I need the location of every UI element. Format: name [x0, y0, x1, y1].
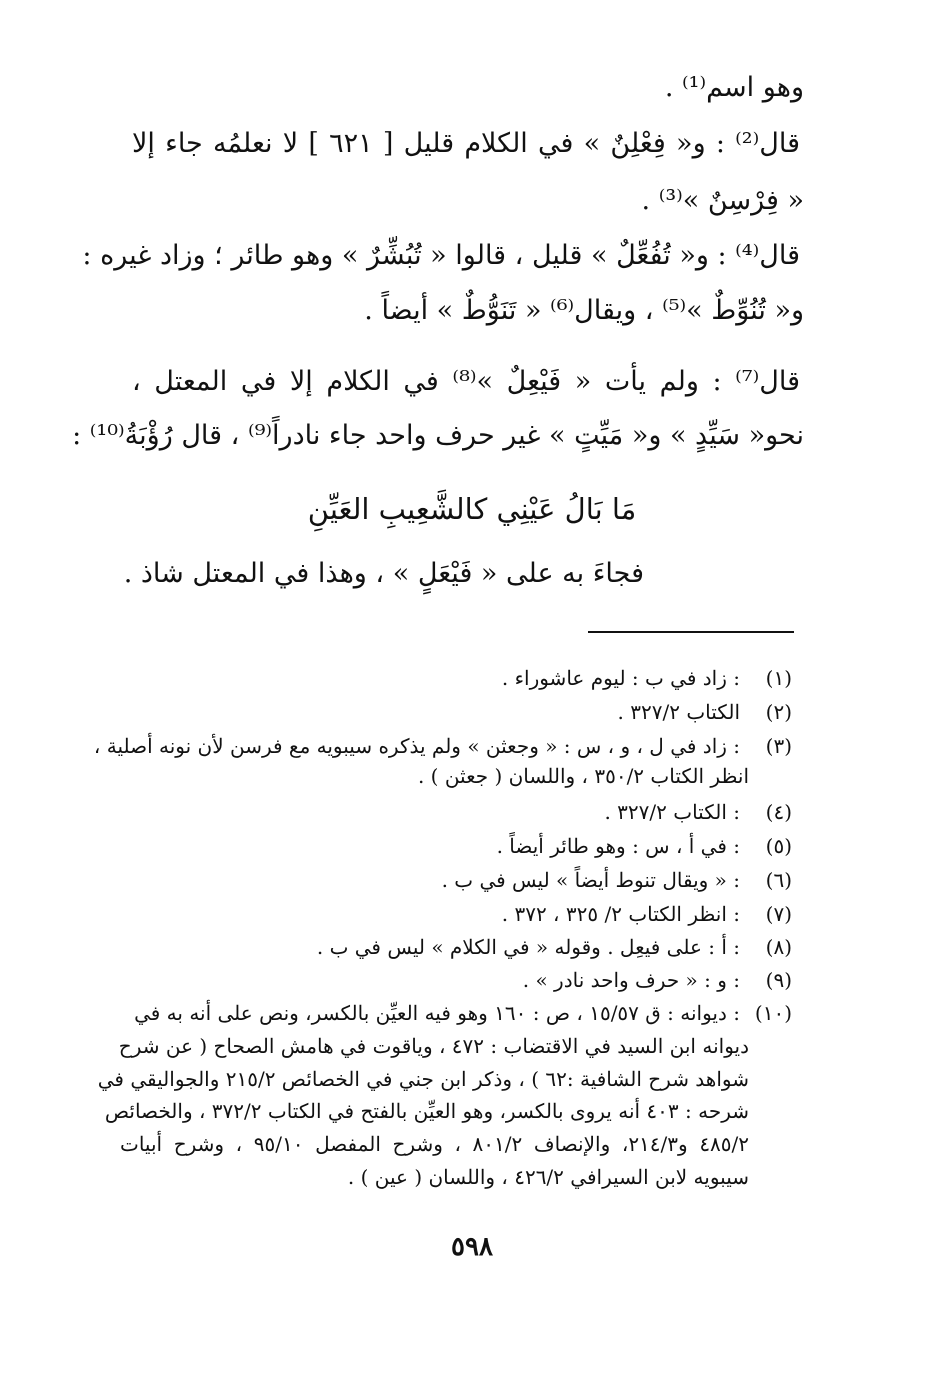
text-line-9: فجاءَ به على « فَيْعَلٍ » ، وهذا في المعتل شاذ . — [123, 558, 644, 589]
poetry-verse: مَا بَالُ عَيْنِي كالشَّعِيبِ العَيِّنِ — [307, 492, 637, 526]
footnote-10-cont-2: شواهد شرح الشافية :٦٢ ) ، وذكر ابن جني في الخصائص ٢١٥/٢ والجواليقي في — [97, 1067, 749, 1091]
text-line-7: نحو« سَيِّدٍ » و« مَيِّتٍ » غير حرف واحد جاء نادراً⁽⁹⁾ ، قال رُؤْبَةُ⁽¹⁰⁾ : — [72, 420, 804, 451]
footnote-number: (١) — [765, 666, 792, 690]
footnote-number: (٢) — [765, 700, 792, 724]
footnote-number: (٧) — [765, 902, 792, 926]
text-line-4: قال⁽⁴⁾ : و« تُفُعِّلٌ » قليل ، قالوا « تُبُشِّرٌ » وهو طائر ؛ وزاد غيره : — [82, 240, 800, 271]
footnote-10-cont-1: ديوانه ابن السيد في الاقتضاب : ٤٧٢ ، وياقوت في هامش الصحاح ( عن شرح — [118, 1034, 749, 1058]
footnote-text: الكتاب ٣٢٧/٢ . — [617, 700, 740, 724]
footnote-text: : زاد في ل ، و ، س : « وجعثن » ولم يذكره سيبويه مع فرسن لأن نونه أصلية ، — [93, 734, 740, 758]
footnote-text: : الكتاب ٣٢٧/٢ . — [604, 800, 740, 824]
footnote-3-cont: انظر الكتاب ٣٥٠/٢ ، واللسان ( جعثن ) . — [417, 764, 749, 788]
footnote-10-cont-4: ٤٨٥/٢ و٢١٤/٣، والإنصاف ٨٠١/٢ ، وشرح المفصل ٩٥/١٠ ، وشرح أبيات — [120, 1132, 750, 1156]
footnote-10-cont-5: سيبويه لابن السيرافي ٤٢٦/٢ ، واللسان ( عين ) . — [347, 1165, 749, 1189]
footnote-text: : في أ ، س : وهو طائر أيضاً . — [496, 834, 740, 858]
footnote-number: (٣) — [765, 734, 792, 758]
text-line-2: قال⁽²⁾ : و« فِعْلِنٌ » في الكلام قليل [ ٦٢١ ] لا نعلمُه جاء إلا — [132, 128, 801, 159]
footnote-number: (١٠) — [754, 1001, 792, 1025]
footnote-number: (٤) — [765, 800, 792, 824]
text-line-6: قال⁽⁷⁾ : ولم يأت « فَيْعِلٌ »⁽⁸⁾ في الكلام إلا في المعتل ، — [132, 366, 800, 397]
footnote-number: (٩) — [765, 968, 792, 992]
footnote-text: : زاد في ب : ليوم عاشوراء . — [501, 666, 740, 690]
page-number: ٥٩٨ — [451, 1232, 493, 1262]
text-line-1: وهو اسم⁽¹⁾ . — [664, 72, 804, 103]
footnote-10-cont-3: شرحه : ٤٠٣ أنه يروى بالكسر، وهو العيِّن بالفتح في الكتاب ٣٧٢/٢ ، والخصائص — [104, 1099, 749, 1123]
footnote-number: (٥) — [765, 834, 792, 858]
footnote-divider — [588, 631, 794, 633]
footnote-text: : و : « حرف واحد نادر » . — [522, 968, 740, 992]
footnote-number: (٦) — [765, 868, 792, 892]
footnote-text: : أ : على فيعِل . وقوله « في الكلام » ليس في ب . — [316, 935, 740, 959]
text-line-3: « فِرْسِنٌ »⁽³⁾ . — [641, 185, 804, 216]
footnote-text: : ديوانه : ق ١٥/٥٧ ، ص : ١٦٠ وهو فيه العيِّن بالكسر، ونص على أنه به في — [134, 1001, 740, 1025]
text-line-5: و« تُنُوِّطٌ »⁽⁵⁾ ، ويقال⁽⁶⁾ « تَنَوُّطٌ » أيضاً . — [364, 295, 804, 326]
footnote-text: : « ويقال تنوط أيضاً » ليس في ب . — [441, 868, 740, 892]
footnote-number: (٨) — [765, 935, 792, 959]
footnote-text: : انظر الكتاب ٢/ ٣٢٥ ، ٣٧٢ . — [501, 902, 740, 926]
